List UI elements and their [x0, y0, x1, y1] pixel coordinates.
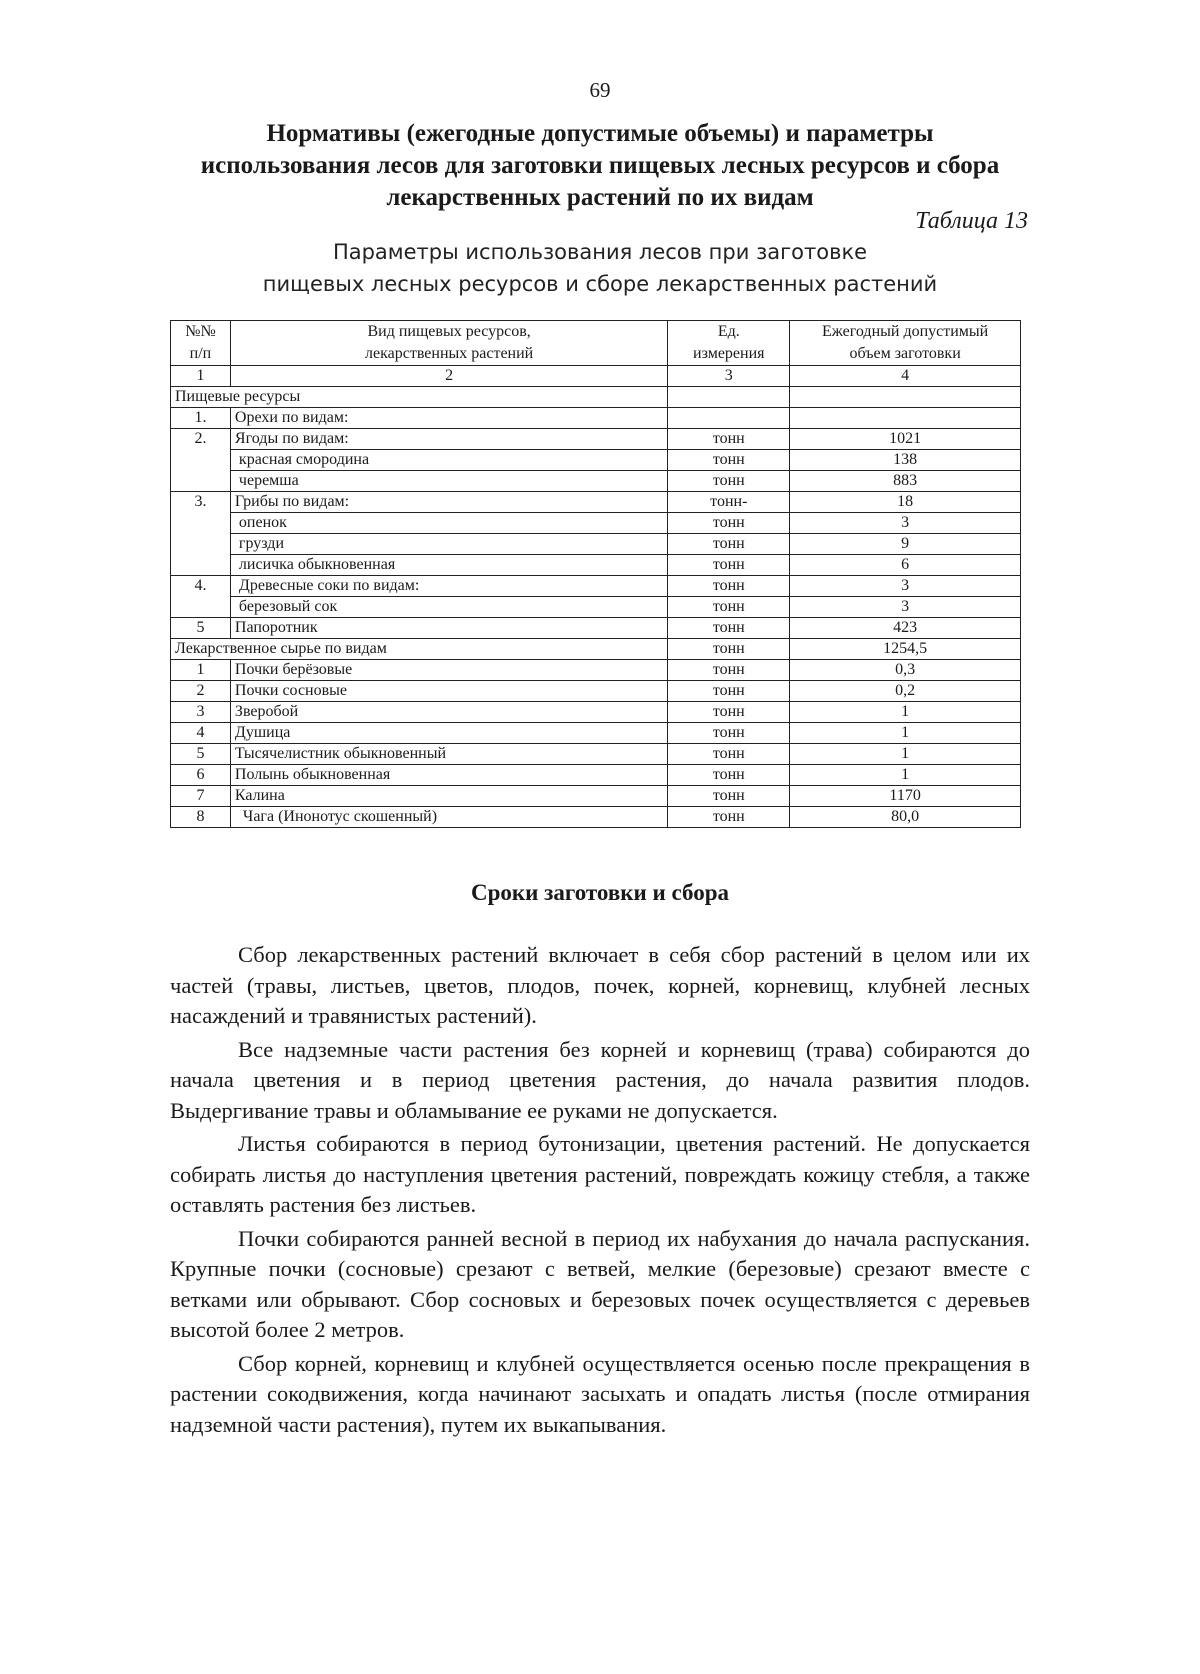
column-header-line: Ед. [717, 323, 740, 340]
table-cell: 0,2 [790, 681, 1021, 702]
table-cell: 5 [171, 618, 231, 639]
table-cell: 5 [171, 744, 231, 765]
table-cell: тонн [668, 660, 790, 681]
table-cell: тонн [668, 639, 790, 660]
table-title [200, 236, 1000, 300]
table-cell: Почки берёзовые [230, 660, 667, 681]
table-cell: 0,3 [790, 660, 1021, 681]
table-cell: Почки сосновые [230, 681, 667, 702]
table-cell: Ягоды по видам: [230, 429, 667, 450]
table-header-row [171, 321, 1021, 366]
table-cell: тонн [668, 681, 790, 702]
column-header [668, 321, 790, 366]
table-row [171, 786, 1021, 807]
table-cell: Древесные соки по видам: [230, 576, 667, 597]
table-cell: тонн [668, 807, 790, 828]
page-title [150, 118, 1050, 214]
title-line: Нормативы (ежегодные допустимые объемы) и параметры [266, 120, 934, 147]
table-cell [668, 387, 790, 408]
table-row [171, 555, 1021, 576]
section-row [171, 639, 1021, 660]
table-row [171, 807, 1021, 828]
table-cell: опенок [230, 513, 667, 534]
table-cell: тонн [668, 576, 790, 597]
table-cell: тонн [668, 597, 790, 618]
table-cell: 7 [171, 786, 231, 807]
table-cell: 3 [790, 597, 1021, 618]
table-cell [668, 408, 790, 429]
table-cell: тонн [668, 534, 790, 555]
table-row [171, 534, 1021, 555]
table-cell: Калина [230, 786, 667, 807]
table-cell: березовый сок [230, 597, 667, 618]
table-cell: 1 [171, 366, 231, 387]
table-row [171, 408, 1021, 429]
table-cell: Грибы по видам: [230, 492, 667, 513]
table-cell: 6 [171, 765, 231, 786]
column-header-line: №№ [185, 323, 216, 340]
table-cell: 2 [171, 681, 231, 702]
table-cell: 1170 [790, 786, 1021, 807]
page-number: 69 [589, 78, 611, 102]
table-row [171, 765, 1021, 786]
table-cell: тонн [668, 765, 790, 786]
column-header-line: объем заготовки [849, 345, 961, 362]
column-header [790, 321, 1021, 366]
table-cell: 4 [171, 723, 231, 744]
table-cell: 1 [790, 744, 1021, 765]
section-row [171, 387, 1021, 408]
table-cell: 18 [790, 492, 1021, 513]
column-header [230, 321, 667, 366]
table-row [171, 660, 1021, 681]
table-cell: 1 [790, 723, 1021, 744]
table-cell: 3 [790, 513, 1021, 534]
table-cell: 2. [171, 429, 231, 492]
table-cell: Орехи по видам: [230, 408, 667, 429]
table-cell: тонн [668, 450, 790, 471]
section-heading: Сроки заготовки и сбора [470, 880, 730, 905]
table-cell: 8 [171, 807, 231, 828]
table-cell: 6 [790, 555, 1021, 576]
table-cell: лисичка обыкновенная [230, 555, 667, 576]
paragraph: Почки собираются ранней весной в период их набухания до начала распускания. Крупные почки (сосновые) срезают с ветвей, мелкие (березовые) срезают вместе с ветками или обрывают. Сбор сосновых и березовых почек осуществляется с деревьев высотой более 2 метров. [170, 1225, 1030, 1342]
column-header-line: п/п [189, 345, 212, 362]
table-row [171, 618, 1021, 639]
table-cell [790, 408, 1021, 429]
column-header-line: Ежегодный допустимый [822, 323, 989, 340]
table-cell: 1 [790, 765, 1021, 786]
table-cell: 3 [171, 702, 231, 723]
column-header-line: измерения [693, 345, 765, 362]
table-cell: грузди [230, 534, 667, 555]
table-cell: 3. [171, 492, 231, 576]
table-cell: 9 [790, 534, 1021, 555]
table-cell: 3 [668, 366, 790, 387]
subtitle-line: Параметры использования лесов при заготовке [332, 240, 868, 264]
table-cell: 138 [790, 450, 1021, 471]
table-cell: Полынь обыкновенная [230, 765, 667, 786]
table-cell: Тысячелистник обыкновенный [230, 744, 667, 765]
table-cell: 1. [171, 408, 231, 429]
column-header [171, 321, 231, 366]
table-row [171, 744, 1021, 765]
table-cell: Душица [230, 723, 667, 744]
table-cell: красная смородина [230, 450, 667, 471]
table-cell: тонн [668, 471, 790, 492]
column-numbers-row [171, 366, 1021, 387]
paragraph: Сбор лекарственных растений включает в себя сбор растений в целом или их частей (травы, листьев, цветов, плодов, почек, корней, корневищ, клубней лесных насаждений и травянистых растений). [170, 942, 1030, 1028]
table-row [171, 702, 1021, 723]
table-row [171, 681, 1021, 702]
table-cell: 3 [790, 576, 1021, 597]
table-cell: тонн- [668, 492, 790, 513]
table-cell: Папоротник [230, 618, 667, 639]
table-cell: 80,0 [790, 807, 1021, 828]
table-row [171, 450, 1021, 471]
table-cell: тонн [668, 723, 790, 744]
table-cell: тонн [668, 555, 790, 576]
table-cell: 1 [171, 660, 231, 681]
column-header-line: лекарственных растений [365, 345, 534, 362]
table-cell: 1 [790, 702, 1021, 723]
table-cell: тонн [668, 744, 790, 765]
paragraph: Все надземные части растения без корней и корневищ (трава) собираются до начала цветения и в период цветения растения, до начала развития плодов. Выдергивание травы и обламывание ее руками не допускается. [170, 1036, 1030, 1123]
table-cell: тонн [668, 618, 790, 639]
title-line: использования лесов для заготовки пищевых лесных ресурсов и сбора [200, 152, 1000, 179]
table-row [171, 513, 1021, 534]
table-cell: черемша [230, 471, 667, 492]
table-cell: Зверобой [230, 702, 667, 723]
table-cell: Чага (Инонотус скошенный) [230, 807, 667, 828]
table-cell: тонн [668, 702, 790, 723]
table-caption: Таблица 13 [915, 208, 1028, 234]
body-text [170, 940, 1030, 1443]
table-cell: 4. [171, 576, 231, 618]
table-row [171, 492, 1021, 513]
paragraph: Сбор корней, корневищ и клубней осуществляется осенью после прекращения в растении сокодвижения, когда начинают засыхать и опадать листья (после отмирания надземной части растения), путем их выкапывания. [170, 1350, 1030, 1437]
table-cell: 1021 [790, 429, 1021, 450]
subtitle-line: пищевых лесных ресурсов и сборе лекарственных растений [262, 272, 938, 296]
table-cell: тонн [668, 786, 790, 807]
resources-table [170, 320, 1021, 828]
table-row [171, 597, 1021, 618]
table-row [171, 723, 1021, 744]
table-cell: тонн [668, 429, 790, 450]
table-cell: 2 [230, 366, 667, 387]
paragraph: Листья собираются в период бутонизации, цветения растений. Не допускается собирать листья до наступления цветения растений, повреждать кожицу стебля, а также оставлять растения без листьев. [170, 1131, 1030, 1217]
table-row [171, 576, 1021, 597]
table-cell: 4 [790, 366, 1021, 387]
table-cell: 423 [790, 618, 1021, 639]
table-row [171, 471, 1021, 492]
table-cell: 1254,5 [790, 639, 1021, 660]
table-cell: 883 [790, 471, 1021, 492]
column-header-line: Вид пищевых ресурсов, [367, 323, 531, 340]
title-line: лекарственных растений по их видам [386, 184, 814, 211]
table-row [171, 429, 1021, 450]
table-cell: тонн [668, 513, 790, 534]
table-cell [790, 387, 1021, 408]
table-cell: Пищевые ресурсы [171, 387, 668, 408]
table-cell: Лекарственное сырье по видам [171, 639, 668, 660]
